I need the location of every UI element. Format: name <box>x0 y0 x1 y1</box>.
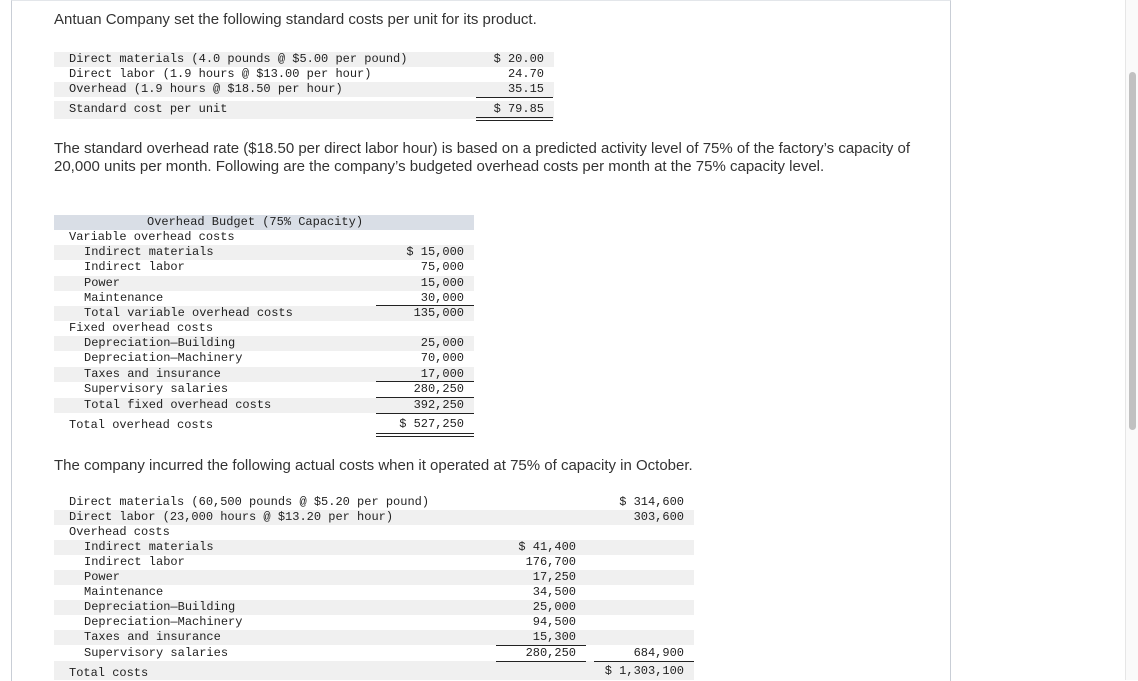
variable-total-label: Total variable overhead costs <box>84 306 293 320</box>
actual-label: Taxes and insurance <box>84 630 221 644</box>
budget-amount: 280,250 <box>413 382 464 396</box>
total-overhead-amount: $ 527,250 <box>399 417 464 431</box>
budget-label: Indirect materials <box>84 245 214 259</box>
budget-label: Depreciation—Machinery <box>84 351 243 365</box>
rule <box>594 661 694 662</box>
budget-label: Power <box>84 276 121 290</box>
overhead-heading: Overhead costs <box>69 525 170 539</box>
actual-amount: 94,500 <box>532 615 576 629</box>
scrollbar-thumb[interactable] <box>1129 72 1136 430</box>
actual-costs-text: The company incurred the following actual costs when it operated at 75% of capacity in October. <box>54 457 693 474</box>
std-amount: 24.70 <box>507 67 544 81</box>
rule <box>376 413 474 414</box>
actual-amount: 280,250 <box>525 646 576 660</box>
actual-label: Depreciation—Machinery <box>84 615 243 629</box>
actual-label: Direct labor (23,000 hours @ $13.20 per hour) <box>69 510 394 524</box>
budget-amount: 25,000 <box>420 336 464 350</box>
actual-amount: 17,250 <box>532 570 576 584</box>
fixed-total-label: Total fixed overhead costs <box>84 398 272 412</box>
actual-label: Depreciation—Building <box>84 600 236 614</box>
std-total-amount: $ 79.85 <box>493 102 544 116</box>
total-costs-label: Total costs <box>69 666 149 680</box>
std-amount: 35.15 <box>507 82 544 96</box>
actual-amount: 25,000 <box>532 600 576 614</box>
actual-amount: $ 41,400 <box>518 540 576 554</box>
std-label: Direct labor (1.9 hours @ $13.00 per hour) <box>69 67 372 81</box>
actual-label: Indirect labor <box>84 555 185 569</box>
budget-label: Depreciation—Building <box>84 336 236 350</box>
actual-amount: 176,700 <box>525 555 576 569</box>
actual-label: Direct materials (60,500 pounds @ $5.20 per pound) <box>69 495 430 509</box>
fixed-total-amount: 392,250 <box>413 398 464 412</box>
actual-label: Indirect materials <box>84 540 214 554</box>
table-row <box>54 570 694 585</box>
variable-heading: Variable overhead costs <box>69 230 235 244</box>
budget-amount: 75,000 <box>420 260 464 274</box>
budget-amount: 15,000 <box>420 276 464 290</box>
budget-label: Supervisory salaries <box>84 382 229 396</box>
budget-label: Indirect labor <box>84 260 185 274</box>
budget-amount: 17,000 <box>420 367 464 381</box>
budget-label: Taxes and insurance <box>84 367 221 381</box>
double-rule <box>476 117 553 121</box>
overhead-rate-text: The standard overhead rate ($18.50 per direct labor hour) is based on a predicted activity level of 75% of the factory’s capacity of 20,000 units per month. Following are the company’s budgeted overhead costs per month at the 75% capacity level. <box>54 140 911 175</box>
actual-amount: 15,300 <box>532 630 576 644</box>
actual-amount: 303,600 <box>633 510 684 524</box>
intro-text: Antuan Company set the following standard costs per unit for its product. <box>54 11 537 28</box>
actual-label: Supervisory salaries <box>84 646 229 660</box>
actual-label: Power <box>84 570 121 584</box>
budget-amount: $ 15,000 <box>406 245 464 259</box>
budget-label: Maintenance <box>84 291 164 305</box>
actual-label: Maintenance <box>84 585 164 599</box>
actual-amount: 34,500 <box>532 585 576 599</box>
std-label: Overhead (1.9 hours @ $18.50 per hour) <box>69 82 343 96</box>
rule <box>476 97 553 98</box>
vertical-scrollbar[interactable] <box>1125 0 1138 680</box>
std-total-label: Standard cost per unit <box>69 102 228 116</box>
rule <box>496 661 586 662</box>
fixed-heading: Fixed overhead costs <box>69 321 214 335</box>
double-rule <box>376 433 474 437</box>
budget-amount: 70,000 <box>420 351 464 365</box>
budget-title: Overhead Budget (75% Capacity) <box>147 215 364 229</box>
std-label: Direct materials (4.0 pounds @ $5.00 per pound) <box>69 52 408 66</box>
total-costs-amount: $ 1,303,100 <box>604 664 684 678</box>
overhead-total-amount: 684,900 <box>633 646 684 660</box>
total-overhead-label: Total overhead costs <box>69 418 214 432</box>
actual-amount: $ 314,600 <box>619 495 684 509</box>
variable-total-amount: 135,000 <box>413 306 464 320</box>
budget-amount: 30,000 <box>420 291 464 305</box>
std-amount: $ 20.00 <box>493 52 544 66</box>
